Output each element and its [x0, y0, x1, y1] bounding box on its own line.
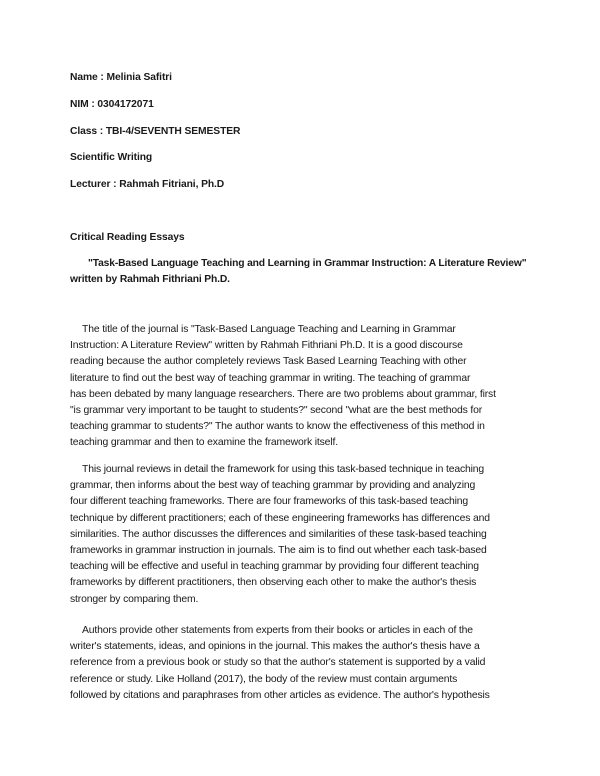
paragraph-line: Instruction: A Literature Review" written by Rahmah Fithriani Ph.D. It is a good discourse — [70, 340, 463, 352]
paragraph-2 — [70, 462, 540, 608]
paragraph-line: teaching grammar to students?" The author wants to know the effectiveness of this method in — [70, 421, 485, 433]
paragraph-line: grammar, then informs about the best way of teaching grammar by providing and analyzing — [70, 480, 476, 492]
section-title: Critical Reading Essays — [70, 232, 185, 243]
paragraph-line: The title of the journal is "Task-Based Language Teaching and Learning in Grammar — [82, 324, 456, 335]
paragraph-line: literature to find out the best way of teaching grammar in writing. The teaching of grammar — [70, 372, 471, 384]
paragraph-line: followed by citations and paraphrases from other articles as evidence. The author's hypothesis — [70, 689, 490, 701]
paragraph-line: reference or study. Like Holland (2017), the body of the review must contain arguments — [70, 673, 458, 685]
paragraph-line: "is grammar very important to be taught to students?" second "what are the best methods for — [70, 405, 483, 417]
essay-title-line: "Task-Based Language Teaching and Learning in Grammar Instruction: A Literature Review" — [88, 258, 527, 269]
student-name: Name : Melinia Safitri — [70, 72, 172, 83]
paragraph-line: similarities. The author discusses the differences and similarities of these task-based teaching — [70, 528, 487, 540]
paragraph-line: reading because the author completely reviews Task Based Learning Teaching with other — [70, 356, 467, 368]
student-class: Class : TBI-4/SEVENTH SEMESTER — [70, 126, 241, 137]
paragraph-line: teaching grammar and then to examine the framework itself. — [70, 437, 338, 449]
paragraph-line: This journal reviews in detail the framework for using this task-based technique in teaching — [82, 464, 485, 475]
paragraph-line: reference from a previous book or study so that the author's statement is supported by a valid — [70, 657, 486, 669]
essay-title-line: written by Rahmah Fithriani Ph.D. — [70, 274, 230, 285]
paragraph-1 — [70, 322, 540, 452]
paragraph-line: frameworks by different practitioners, then observing each other to make the author's thesis — [70, 577, 477, 589]
paragraph-3 — [70, 623, 540, 704]
course-name: Scientific Writing — [70, 152, 153, 163]
paragraph-line: Authors provide other statements from experts from their books or articles in each of the — [82, 625, 473, 636]
essay-title — [70, 256, 540, 288]
paragraph-line: technique by different practitioners; each of these engineering frameworks has differences and — [70, 512, 490, 524]
paragraph-line: frameworks in grammar instruction in journals. The aim is to find out whether each task-based — [70, 545, 487, 557]
paragraph-line: four different teaching frameworks. There are four frameworks of this task-based teaching — [70, 496, 469, 508]
paragraph-line: has been debated by many language researchers. There are two problems about grammar, first — [70, 388, 496, 400]
lecturer-name: Lecturer : Rahmah Fitriani, Ph.D — [70, 179, 225, 190]
paragraph-line: teaching will be effective and useful in teaching grammar by providing four different teaching — [70, 561, 479, 573]
paragraph-line: writer's statements, ideas, and opinions in the journal. This makes the author's thesis have a — [70, 641, 480, 653]
paragraph-line: stronger by comparing them. — [70, 593, 199, 605]
student-nim: NIM : 0304172071 — [70, 99, 154, 110]
